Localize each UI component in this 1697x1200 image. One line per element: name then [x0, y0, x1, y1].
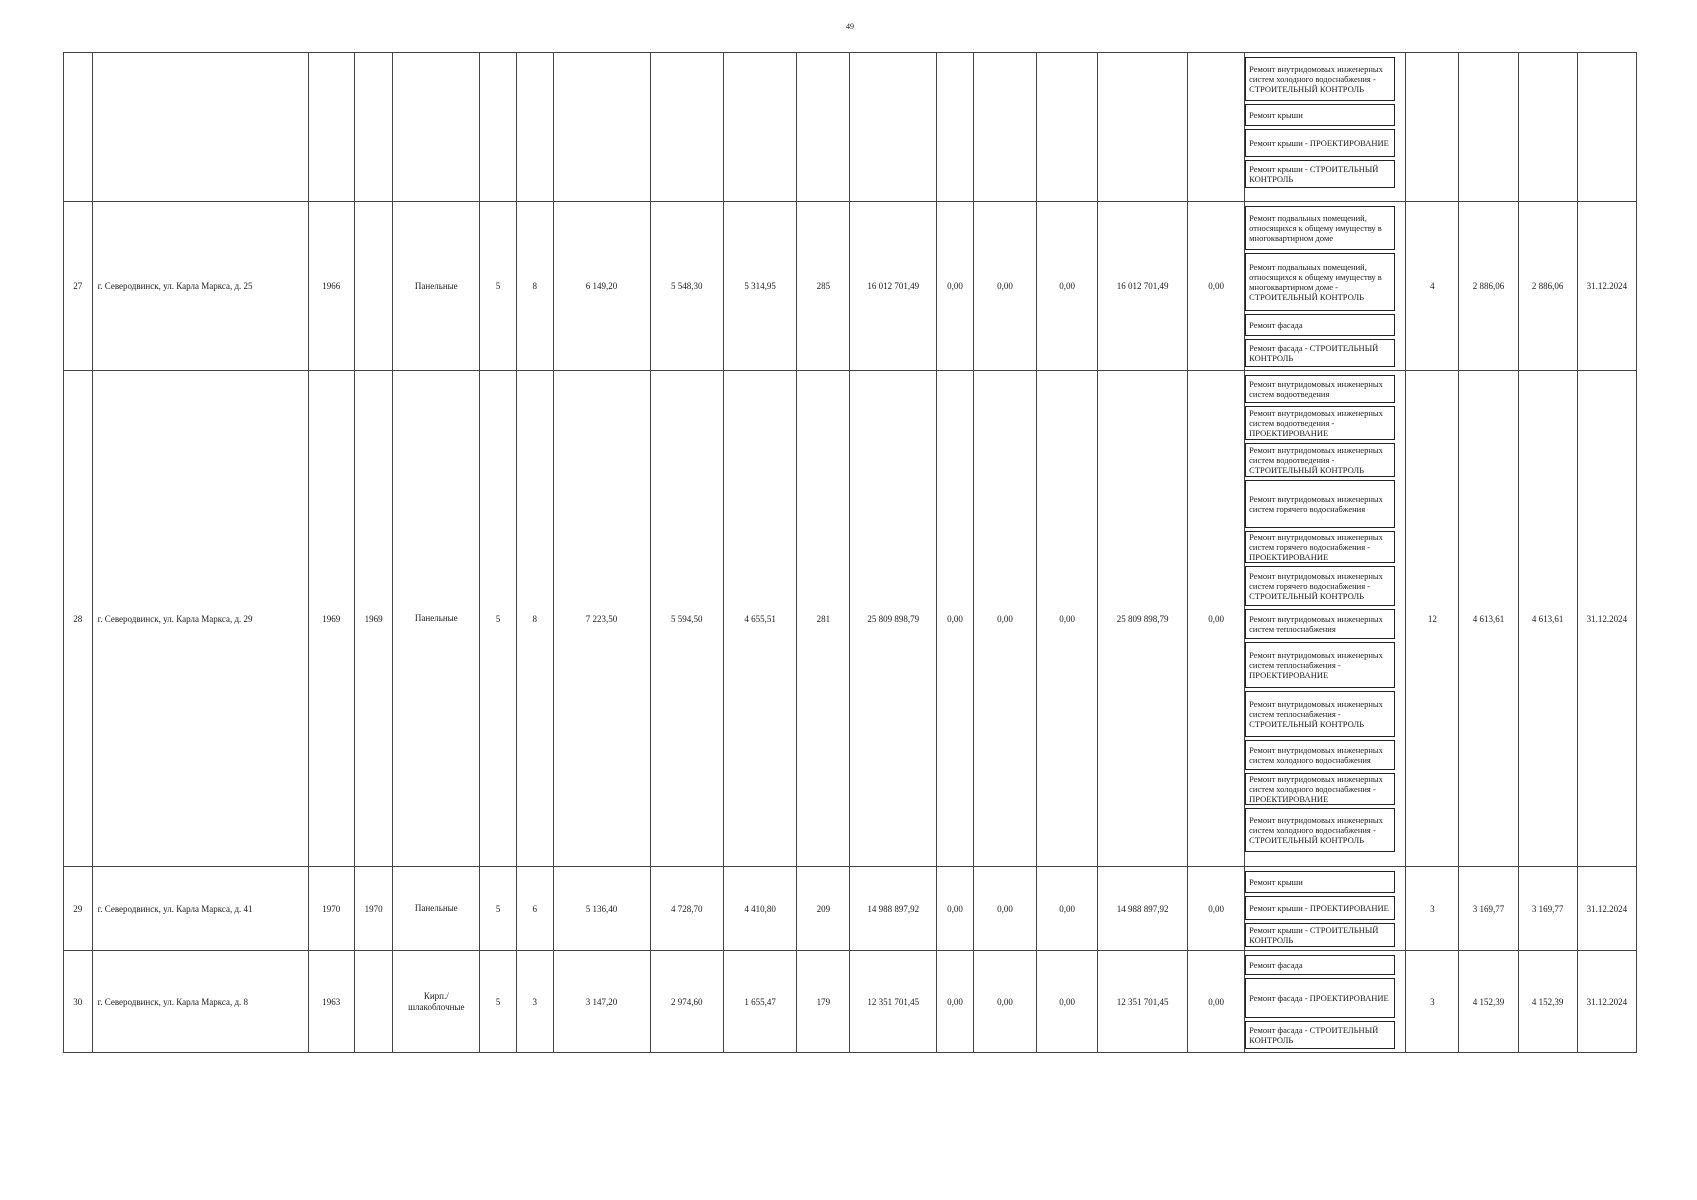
cell-deadline: 31.12.2024: [1577, 867, 1636, 951]
cell-fund-federal: 0,00: [937, 867, 974, 951]
cell-fund-other: 0,00: [1188, 202, 1245, 371]
cell-fund-regional: 0,00: [973, 202, 1036, 371]
repair-program-table: [63, 52, 1637, 1053]
cell-year-renov: [354, 53, 393, 202]
work-item-label: Ремонт фасада: [1249, 960, 1303, 970]
works-cell: [1245, 867, 1406, 951]
cell-area-apartments: 5 594,50: [650, 371, 723, 867]
cell-area-apartments: 5 548,30: [650, 202, 723, 371]
cell-fund-regional: 0,00: [973, 371, 1036, 867]
table-row: [64, 202, 1637, 371]
work-item-label: Ремонт фасада: [1249, 320, 1303, 330]
work-item: [1245, 740, 1395, 770]
cell-year-built: 1966: [308, 202, 354, 371]
work-item-label: Ремонт крыши - ПРОЕКТИРОВАНИЕ: [1249, 138, 1389, 148]
cell-residents: 209: [797, 867, 850, 951]
work-item: [1245, 314, 1395, 336]
cell-fund-federal: [937, 53, 974, 202]
cell-unit-cost: [1459, 53, 1518, 202]
works-cell: [1245, 202, 1406, 371]
cell-fund-federal: 0,00: [937, 202, 974, 371]
cell-max-unit-cost: 3 169,77: [1518, 867, 1577, 951]
work-item-label: Ремонт фасада - ПРОЕКТИРОВАНИЕ: [1249, 993, 1389, 1003]
cell-year-renov: 1969: [354, 371, 393, 867]
cell-address: г. Северодвинск, ул. Карла Маркса, д. 41: [92, 867, 308, 951]
work-item: [1245, 773, 1395, 805]
cell-area-total: [553, 53, 650, 202]
cell-year-renov: 1970: [354, 867, 393, 951]
cell-address: [92, 53, 308, 202]
cell-num: 28: [64, 371, 93, 867]
work-item: [1245, 406, 1395, 440]
cell-entrances: [516, 53, 553, 202]
cell-wall-type: [393, 53, 480, 202]
work-item-label: Ремонт подвальных помещений, относящихся к общему имуществу в многоквартирном доме: [1249, 213, 1382, 243]
cell-area-owned: 4 410,80: [723, 867, 796, 951]
cell-fund-other: 0,00: [1188, 951, 1245, 1053]
work-item: [1245, 978, 1395, 1018]
cell-cost-total: 25 809 898,79: [850, 371, 937, 867]
cell-fund-regional: 0,00: [973, 951, 1036, 1053]
work-item: [1245, 691, 1395, 737]
work-item: [1245, 206, 1395, 250]
work-item-label: Ремонт внутридомовых инженерных систем горячего водоснабжения - ПРОЕКТИРОВАНИЕ: [1249, 532, 1383, 562]
table-row: [64, 371, 1637, 867]
cell-fund-federal: 0,00: [937, 951, 974, 1053]
cell-unit-cost: 4 613,61: [1459, 371, 1518, 867]
work-item-label: Ремонт внутридомовых инженерных систем холодного водоснабжения - ПРОЕКТИРОВАНИЕ: [1249, 774, 1383, 804]
cell-entrances: 8: [516, 371, 553, 867]
work-item-label: Ремонт крыши: [1249, 877, 1303, 887]
cell-area-owned: [723, 53, 796, 202]
cell-area-owned: 5 314,95: [723, 202, 796, 371]
work-item-label: Ремонт внутридомовых инженерных систем водоотведения - ПРОЕКТИРОВАНИЕ: [1249, 408, 1383, 438]
cell-entrances: 6: [516, 867, 553, 951]
cell-wall-type: Кирп./ шлакоблочные: [393, 951, 480, 1053]
cell-deadline: 31.12.2024: [1577, 202, 1636, 371]
cell-work-count: 3: [1406, 867, 1459, 951]
cell-fund-owners: [1098, 53, 1188, 202]
cell-residents: 281: [797, 371, 850, 867]
work-item-label: Ремонт внутридомовых инженерных систем горячего водоснабжения: [1249, 494, 1383, 514]
work-item-label: Ремонт внутридомовых инженерных систем теплоснабжения - ПРОЕКТИРОВАНИЕ: [1249, 650, 1383, 680]
work-item-label: Ремонт крыши - СТРОИТЕЛЬНЫЙ КОНТРОЛЬ: [1249, 164, 1379, 184]
cell-cost-total: [850, 53, 937, 202]
work-item: [1245, 808, 1395, 852]
cell-area-owned: 4 655,51: [723, 371, 796, 867]
cell-fund-local: 0,00: [1037, 371, 1098, 867]
cell-fund-other: 0,00: [1188, 867, 1245, 951]
work-item: [1245, 57, 1395, 101]
work-item-label: Ремонт внутридомовых инженерных систем холодного водоснабжения - СТРОИТЕЛЬНЫЙ КОНТРОЛЬ: [1249, 815, 1383, 845]
cell-floors: 5: [480, 951, 517, 1053]
cell-fund-local: 0,00: [1037, 202, 1098, 371]
cell-deadline: [1577, 53, 1636, 202]
work-item: [1245, 609, 1395, 639]
cell-year-built: 1963: [308, 951, 354, 1053]
cell-wall-type: Панельные: [393, 371, 480, 867]
work-item: [1245, 531, 1395, 563]
cell-residents: 285: [797, 202, 850, 371]
cell-floors: 5: [480, 371, 517, 867]
cell-work-count: 4: [1406, 202, 1459, 371]
cell-wall-type: Панельные: [393, 867, 480, 951]
work-item: [1245, 1021, 1395, 1049]
cell-floors: 5: [480, 202, 517, 371]
cell-unit-cost: 3 169,77: [1459, 867, 1518, 951]
work-item-label: Ремонт фасада - СТРОИТЕЛЬНЫЙ КОНТРОЛЬ: [1249, 343, 1379, 363]
cell-work-count: 3: [1406, 951, 1459, 1053]
cell-entrances: 3: [516, 951, 553, 1053]
cell-year-built: [308, 53, 354, 202]
cell-fund-owners: 14 988 897,92: [1098, 867, 1188, 951]
cell-deadline: 31.12.2024: [1577, 371, 1636, 867]
cell-fund-owners: 25 809 898,79: [1098, 371, 1188, 867]
work-item-label: Ремонт крыши - ПРОЕКТИРОВАНИЕ: [1249, 903, 1389, 913]
table-row: [64, 951, 1637, 1053]
work-item: [1245, 129, 1395, 157]
work-item: [1245, 339, 1395, 367]
work-item-label: Ремонт внутридомовых инженерных систем теплоснабжения - СТРОИТЕЛЬНЫЙ КОНТРОЛЬ: [1249, 699, 1383, 729]
cell-work-count: [1406, 53, 1459, 202]
cell-max-unit-cost: 2 886,06: [1518, 202, 1577, 371]
work-item-label: Ремонт подвальных помещений, относящихся к общему имуществу в многоквартирном доме - СТРОИТЕЛЬНЫЙ КОНТРОЛЬ: [1249, 262, 1382, 302]
cell-unit-cost: 4 152,39: [1459, 951, 1518, 1053]
cell-area-total: 3 147,20: [553, 951, 650, 1053]
cell-area-apartments: 4 728,70: [650, 867, 723, 951]
cell-area-apartments: [650, 53, 723, 202]
cell-area-owned: 1 655,47: [723, 951, 796, 1053]
work-item: [1245, 566, 1395, 606]
work-item: [1245, 896, 1395, 920]
cell-num: 27: [64, 202, 93, 371]
works-cell: [1245, 53, 1406, 202]
work-item-label: Ремонт внутридомовых инженерных систем холодного водоснабжения: [1249, 745, 1383, 765]
cell-unit-cost: 2 886,06: [1459, 202, 1518, 371]
cell-fund-local: 0,00: [1037, 951, 1098, 1053]
works-cell: [1245, 951, 1406, 1053]
work-item: [1245, 480, 1395, 528]
work-item: [1245, 375, 1395, 403]
cell-floors: [480, 53, 517, 202]
cell-floors: 5: [480, 867, 517, 951]
cell-year-renov: [354, 951, 393, 1053]
cell-num: [64, 53, 93, 202]
work-item-label: Ремонт внутридомовых инженерных систем холодного водоснабжения - СТРОИТЕЛЬНЫЙ КОНТРОЛЬ: [1249, 64, 1383, 94]
work-item: [1245, 871, 1395, 893]
cell-address: г. Северодвинск, ул. Карла Маркса, д. 8: [92, 951, 308, 1053]
work-item: [1245, 955, 1395, 975]
cell-area-total: 7 223,50: [553, 371, 650, 867]
work-item-label: Ремонт внутридомовых инженерных систем горячего водоснабжения - СТРОИТЕЛЬНЫЙ КОНТРОЛЬ: [1249, 571, 1383, 601]
work-item-label: Ремонт внутридомовых инженерных систем водоотведения: [1249, 379, 1383, 399]
cell-address: г. Северодвинск, ул. Карла Маркса, д. 29: [92, 371, 308, 867]
work-item-label: Ремонт внутридомовых инженерных систем водоотведения - СТРОИТЕЛЬНЫЙ КОНТРОЛЬ: [1249, 445, 1383, 475]
cell-wall-type: Панельные: [393, 202, 480, 371]
cell-area-apartments: 2 974,60: [650, 951, 723, 1053]
cell-area-total: 6 149,20: [553, 202, 650, 371]
cell-year-built: 1969: [308, 371, 354, 867]
cell-fund-regional: [973, 53, 1036, 202]
cell-fund-regional: 0,00: [973, 867, 1036, 951]
table-row: [64, 867, 1637, 951]
cell-address: г. Северодвинск, ул. Карла Маркса, д. 25: [92, 202, 308, 371]
page-number: 49: [846, 22, 854, 31]
cell-deadline: 31.12.2024: [1577, 951, 1636, 1053]
cell-cost-total: 14 988 897,92: [850, 867, 937, 951]
work-item-label: Ремонт фасада - СТРОИТЕЛЬНЫЙ КОНТРОЛЬ: [1249, 1025, 1379, 1045]
cell-residents: [797, 53, 850, 202]
cell-fund-owners: 12 351 701,45: [1098, 951, 1188, 1053]
cell-fund-local: 0,00: [1037, 867, 1098, 951]
cell-fund-owners: 16 012 701,49: [1098, 202, 1188, 371]
cell-area-total: 5 136,40: [553, 867, 650, 951]
work-item: [1245, 104, 1395, 126]
cell-max-unit-cost: 4 613,61: [1518, 371, 1577, 867]
cell-fund-local: [1037, 53, 1098, 202]
work-item: [1245, 642, 1395, 688]
cell-year-built: 1970: [308, 867, 354, 951]
work-item-label: Ремонт крыши - СТРОИТЕЛЬНЫЙ КОНТРОЛЬ: [1249, 925, 1379, 945]
work-item: [1245, 443, 1395, 477]
work-item-label: Ремонт крыши: [1249, 110, 1303, 120]
cell-work-count: 12: [1406, 371, 1459, 867]
table-row: [64, 53, 1637, 202]
cell-residents: 179: [797, 951, 850, 1053]
cell-num: 30: [64, 951, 93, 1053]
cell-cost-total: 16 012 701,49: [850, 202, 937, 371]
work-item-label: Ремонт внутридомовых инженерных систем теплоснабжения: [1249, 614, 1383, 634]
cell-entrances: 8: [516, 202, 553, 371]
cell-fund-other: 0,00: [1188, 371, 1245, 867]
cell-max-unit-cost: 4 152,39: [1518, 951, 1577, 1053]
work-item: [1245, 160, 1395, 188]
cell-num: 29: [64, 867, 93, 951]
works-cell: [1245, 371, 1406, 867]
cell-fund-other: [1188, 53, 1245, 202]
cell-year-renov: [354, 202, 393, 371]
cell-fund-federal: 0,00: [937, 371, 974, 867]
work-item: [1245, 253, 1395, 311]
work-item: [1245, 923, 1395, 947]
cell-cost-total: 12 351 701,45: [850, 951, 937, 1053]
cell-max-unit-cost: [1518, 53, 1577, 202]
